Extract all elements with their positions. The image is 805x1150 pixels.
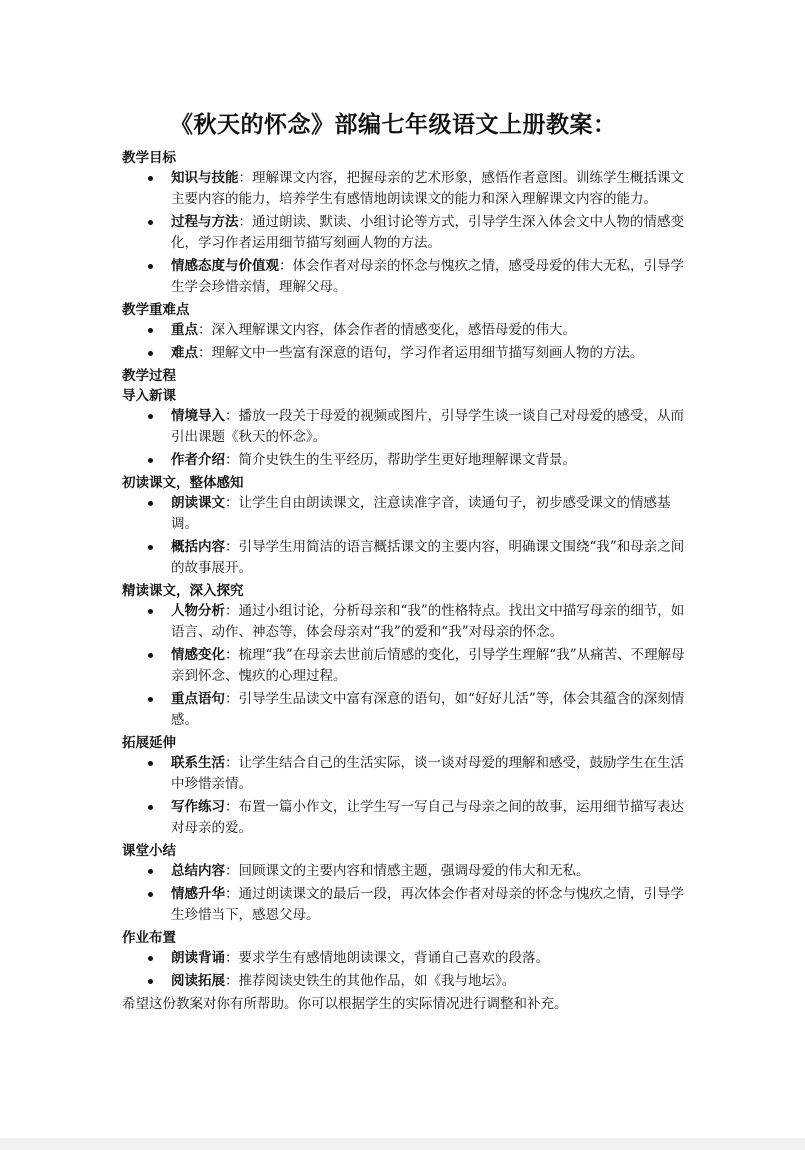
section-heading: 导入新课 (122, 388, 176, 404)
closing-text: 希望这份教案对你有所帮助。你可以根据学生的实际情况进行调整和补充。 (122, 996, 568, 1012)
bullet-item (122, 948, 688, 969)
bullet-text: ：简介史铁生的生平经历，帮助学生更好地理解课文背景。 (225, 452, 576, 468)
bullet-text: ：通过朗读课文的最后一段，再次体会作者对母亲的怀念与愧疚之情，引导学生珍惜当下，感恩父母。 (171, 886, 684, 923)
section-heading: 教学目标 (122, 150, 176, 166)
bullet-label: 总结内容 (171, 863, 225, 879)
bullet-label: 情境导入 (171, 408, 225, 424)
bullet-text: ：引导学生用简洁的语言概括课文的主要内容，明确课文围绕“我”和母亲之间的故事展开。 (171, 539, 685, 576)
bullet-text: ：让学生自由朗读课文，注意读准字音，读通句子，初步感受课文的情感基调。 (171, 495, 671, 532)
bullet-label: 写作练习 (171, 799, 225, 815)
section-heading: 初读课文，整体感知 (122, 475, 244, 491)
section-list (122, 148, 688, 992)
bullet-label: 重点 (171, 322, 198, 338)
section-heading: 拓展延伸 (122, 735, 176, 751)
section-heading: 精读课文，深入探究 (122, 583, 244, 599)
bullet-text: ：推荐阅读史铁生的其他作品，如《我与地坛》。 (225, 973, 516, 989)
bullet-item (122, 212, 688, 254)
bullet-label: 过程与方法 (171, 214, 239, 230)
bullet-list (122, 861, 688, 926)
bullet-item (122, 406, 688, 448)
bullet-label: 人物分析 (171, 603, 225, 619)
bullet-label: 朗读背诵 (171, 950, 225, 966)
bullet-text: ：理解课文内容，把握母亲的艺术形象，感悟作者意图。训练学生概括课文主要内容的能力，培养学生有感情地朗读课文的能力和深入理解课文内容的能力。 (171, 170, 684, 207)
section-heading: 课堂小结 (122, 843, 176, 859)
bullet-item (122, 601, 688, 643)
bullet-list (122, 320, 688, 364)
bullet-label: 概括内容 (171, 539, 225, 555)
bullet-text: ：通过小组讨论，分析母亲和“我”的性格特点。找出文中描写母亲的细节，如语言、动作、神态等，体会母亲对“我”的爱和“我”对母亲的怀念。 (171, 603, 685, 640)
bullet-item (122, 493, 688, 535)
bullet-item (122, 797, 688, 839)
section-heading: 教学过程 (122, 368, 176, 384)
bullet-label: 情感态度与价值观 (171, 258, 279, 274)
bullet-text: ：深入理解课文内容，体会作者的情感变化，感悟母爱的伟大。 (198, 322, 576, 338)
bullet-text: ：理解文中一些富有深意的语句，学习作者运用细节描写刻画人物的方法。 (198, 345, 644, 361)
bullet-label: 难点 (171, 345, 198, 361)
section-heading: 教学重难点 (122, 302, 190, 318)
bullet-list (122, 493, 688, 579)
document-title: 《秋天的怀念》部编七年级语文上册教案： (170, 111, 617, 138)
bullet-text: ：体会作者对母亲的怀念与愧疚之情，感受母爱的伟大无私，引导学生学会珍惜亲情，理解父母。 (171, 258, 684, 295)
bullet-item (122, 450, 688, 471)
bullet-item (122, 884, 688, 926)
bullet-item (122, 343, 688, 364)
page-bottom-strip (0, 1138, 805, 1150)
bullet-label: 联系生活 (171, 755, 225, 771)
bullet-item (122, 256, 688, 298)
bullet-list (122, 948, 688, 992)
bullet-item (122, 320, 688, 341)
bullet-text: ：回顾课文的主要内容和情感主题，强调母爱的伟大和无私。 (225, 863, 590, 879)
section-heading: 作业布置 (122, 930, 176, 946)
bullet-text: ：通过朗读、默读、小组讨论等方式，引导学生深入体会文中人物的情感变化，学习作者运用细节描写刻画人物的方法。 (171, 214, 684, 251)
bullet-text: ：播放一段关于母爱的视频或图片，引导学生谈一谈自己对母爱的感受，从而引出课题《秋天的怀念》。 (171, 408, 684, 445)
bullet-text: ：让学生结合自己的生活实际，谈一谈对母爱的理解和感受，鼓励学生在生活中珍惜亲情。 (171, 755, 684, 792)
bullet-item (122, 753, 688, 795)
bullet-list (122, 753, 688, 839)
bullet-label: 重点语句 (171, 691, 225, 707)
bullet-item (122, 537, 688, 579)
bullet-text: ：布置一篇小作文，让学生写一写自己与母亲之间的故事，运用细节描写表达对母亲的爱。 (171, 799, 684, 836)
bullet-item (122, 645, 688, 687)
bullet-label: 情感升华 (171, 886, 225, 902)
bullet-item (122, 168, 688, 210)
bullet-label: 作者介绍 (171, 452, 225, 468)
bullet-text: ：要求学生有感情地朗读课文，背诵自己喜欢的段落。 (225, 950, 549, 966)
bullet-text: ：引导学生品读文中富有深意的语句，如“好好儿活”等，体会其蕴含的深刻情感。 (171, 691, 685, 728)
bullet-list (122, 406, 688, 471)
bullet-label: 阅读拓展 (171, 973, 225, 989)
bullet-label: 知识与技能 (171, 170, 239, 186)
bullet-label: 情感变化 (171, 647, 225, 663)
bullet-text: ：梳理“我”在母亲去世前后情感的变化，引导学生理解“我”从痛苦、不理解母亲到怀念、愧疚的心理过程。 (171, 647, 685, 684)
bullet-label: 朗读课文 (171, 495, 225, 511)
bullet-item (122, 689, 688, 731)
bullet-list (122, 168, 688, 298)
bullet-item (122, 861, 688, 882)
document-content (122, 108, 688, 1015)
bullet-list (122, 601, 688, 731)
bullet-item (122, 971, 688, 992)
